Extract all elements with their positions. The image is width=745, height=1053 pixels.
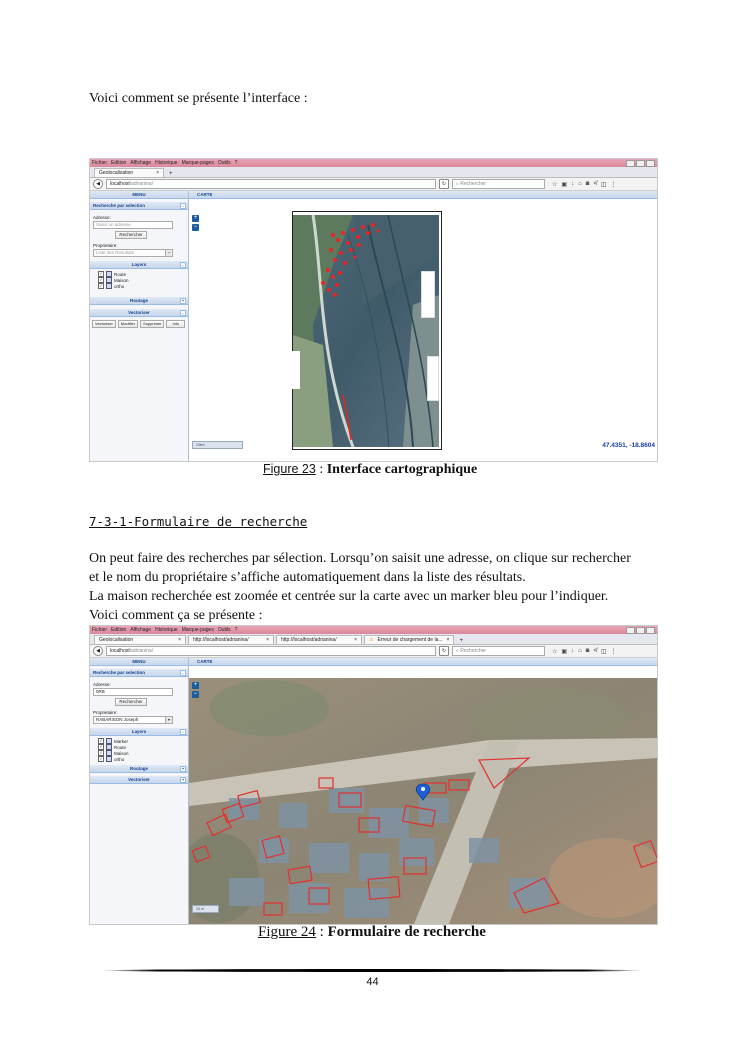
zoom-in-button[interactable]: +	[193, 215, 198, 221]
body-line: et le nom du propriétaire s’affiche automatiquement dans la liste des résultats.	[89, 570, 526, 585]
new-tab-button[interactable]: +	[169, 171, 173, 177]
expand-icon[interactable]: +	[181, 766, 185, 771]
menu-item[interactable]: ?	[234, 627, 238, 633]
section-heading: 7-3-1-Formulaire de recherche	[89, 514, 308, 529]
sidebar	[90, 191, 189, 461]
reload-icon[interactable]: ↻	[439, 179, 449, 189]
bookmark-star-icon[interactable]: ☆	[552, 181, 558, 188]
caption-separator: :	[315, 924, 328, 940]
layer-icon	[106, 283, 112, 289]
app-panels	[90, 658, 657, 924]
toolbar-icons	[552, 181, 617, 188]
checkbox-icon[interactable]: ✓	[99, 750, 103, 755]
close-window-icon[interactable]	[646, 160, 655, 167]
window-controls	[626, 627, 657, 634]
chevron-down-icon: ▾	[165, 250, 172, 256]
bookmark-star-icon[interactable]: ☆	[552, 648, 558, 655]
layers-title: Layers	[131, 262, 147, 267]
owner-label: Proprietaire:	[93, 710, 118, 715]
address-label: Adresse:	[93, 215, 111, 220]
browser-menubar	[90, 626, 657, 634]
checkbox-icon[interactable]: ✓	[99, 744, 103, 749]
search-panel-header[interactable]	[90, 202, 188, 210]
figure24-screenshot	[89, 625, 658, 925]
owner-select[interactable]	[93, 716, 173, 724]
collapse-icon[interactable]: -	[180, 310, 186, 316]
sidebar	[90, 658, 189, 924]
map-header: CARTE	[189, 191, 657, 199]
body-paragraph	[89, 549, 654, 625]
screenshot-icon[interactable]: ◫	[600, 648, 607, 655]
map-panel	[189, 191, 657, 461]
browser-tab[interactable]	[364, 635, 454, 644]
figure-title: Interface cartographique	[326, 462, 478, 477]
tab-label: Geolocalisation	[99, 637, 134, 643]
address-label: Adresse:	[93, 682, 111, 687]
page-number: 44	[366, 976, 379, 988]
close-tab-icon[interactable]: ×	[446, 637, 450, 643]
url-path: /adrianina/	[129, 648, 154, 654]
figure24-caption	[258, 924, 486, 941]
zoom-out-button[interactable]: −	[193, 224, 198, 230]
menu-header: MENU	[90, 191, 188, 199]
more-icon[interactable]: ⋮	[610, 181, 617, 188]
pocket-icon[interactable]: ◙	[585, 647, 590, 654]
browser-tab[interactable]	[94, 168, 164, 177]
close-window-icon[interactable]	[646, 627, 655, 634]
browser-tab[interactable]	[94, 635, 186, 644]
search-panel-header[interactable]	[90, 669, 188, 677]
layer-icon	[106, 756, 112, 762]
figure23-caption	[263, 462, 477, 478]
body-line: La maison recherchée est zoomée et centrée sur la carte avec un marker bleu pour l’indiquer.	[89, 589, 609, 604]
browser-menubar	[90, 159, 657, 167]
maximize-icon[interactable]	[636, 627, 645, 634]
body-line: Voici comment ça se présente :	[89, 608, 263, 623]
supprimer-button[interactable]: Supprimer	[140, 320, 164, 328]
layer-label: Route	[114, 744, 127, 750]
zoom-in-button[interactable]: +	[193, 682, 198, 688]
search-icon: ⌕	[456, 181, 461, 187]
routage-header[interactable]	[90, 297, 188, 305]
search-placeholder: Rechercher	[460, 181, 487, 187]
tab-label: Geolocalisation	[99, 170, 134, 176]
footer-divider	[103, 969, 641, 972]
tab-bar	[90, 634, 657, 645]
minimize-icon[interactable]	[626, 160, 635, 167]
home-icon[interactable]: ⌂	[578, 180, 582, 187]
tab-label: Erreur de chargement de la...	[377, 637, 443, 643]
layer-item[interactable]	[90, 756, 188, 762]
close-tab-icon[interactable]: ×	[266, 637, 269, 643]
layer-item[interactable]	[90, 283, 188, 289]
close-tab-icon[interactable]: ×	[354, 637, 357, 643]
layer-label: Marker	[114, 738, 129, 744]
expand-icon[interactable]: +	[181, 777, 185, 782]
modifier-button[interactable]: Modifier	[118, 320, 138, 328]
menu-item[interactable]: Historique	[155, 627, 178, 633]
tab-bar	[90, 167, 657, 178]
zoomed-aerial-image[interactable]	[189, 678, 657, 924]
minimize-icon[interactable]	[626, 627, 635, 634]
menu-item[interactable]: Marque-pages	[181, 160, 214, 166]
scale-bar: 10km	[192, 441, 243, 449]
clipboard-icon[interactable]: ▣	[561, 181, 568, 188]
warning-icon: ⚠	[369, 637, 374, 643]
download-icon[interactable]: ↓	[571, 647, 575, 654]
layer-label: ortho	[114, 283, 125, 289]
caption-separator: :	[315, 462, 327, 477]
pocket-icon[interactable]: ◙	[585, 180, 590, 187]
menu-item[interactable]: Historique	[155, 160, 178, 166]
menu-item[interactable]: Outils	[217, 627, 231, 633]
layers-header[interactable]	[90, 261, 188, 269]
checkbox-icon[interactable]: ✓	[99, 756, 103, 761]
close-tab-icon[interactable]: ×	[178, 637, 181, 643]
url-path: /adrianina/	[129, 181, 154, 187]
collapse-icon[interactable]: -	[180, 203, 186, 209]
scale-bar: 10 m	[192, 905, 219, 913]
share-icon[interactable]: ≮	[593, 647, 597, 654]
body-line: On peut faire des recherches par sélection. Lorsqu’on saisit une adresse, on clique sur rechercher	[89, 551, 631, 566]
close-tab-icon[interactable]: ×	[156, 170, 159, 176]
screenshot-icon[interactable]: ◫	[600, 181, 607, 188]
menu-item[interactable]: Edition	[111, 160, 127, 166]
vector-toolbar	[90, 317, 188, 331]
expand-icon[interactable]: +	[181, 298, 185, 303]
menu-item[interactable]: Fichier	[92, 160, 108, 166]
figure-title: Formulaire de recherche	[327, 924, 486, 940]
clipboard-icon[interactable]: ▣	[561, 648, 568, 655]
menu-header: MENU	[90, 658, 188, 666]
checkbox-icon[interactable]: ✓	[99, 738, 103, 743]
owner-select[interactable]	[93, 249, 173, 257]
search-button[interactable]: Rechercher	[115, 231, 147, 239]
info-button[interactable]: Info	[166, 320, 185, 328]
home-icon[interactable]: ⌂	[578, 647, 582, 654]
tab-label: http://localhost/adrianina/	[193, 637, 249, 643]
back-arrow-icon[interactable]: ◀	[93, 179, 103, 189]
search-panel-title: Recherche par selection	[93, 670, 146, 675]
back-arrow-icon[interactable]: ◀	[93, 646, 103, 656]
coordinates-readout: 47.4351, -18.8604	[602, 442, 655, 449]
search-placeholder: Rechercher	[460, 648, 487, 654]
toolbar-icons	[552, 648, 617, 655]
map-panel	[189, 658, 657, 924]
maximize-icon[interactable]	[636, 160, 645, 167]
reload-icon[interactable]: ↻	[439, 646, 449, 656]
nav-bar	[90, 645, 657, 658]
url-bar[interactable]	[106, 179, 436, 189]
layer-label: Maison	[114, 277, 129, 283]
collapse-icon[interactable]: -	[180, 729, 186, 735]
vectoriser-title: Vectoriser	[128, 777, 150, 782]
layer-label: Route	[114, 271, 127, 277]
share-icon[interactable]: ≮	[593, 180, 597, 187]
chevron-down-icon: ▾	[165, 717, 172, 723]
owner-label: Proprietaire:	[93, 243, 118, 248]
vectoriser-button[interactable]: Vectoriser	[92, 320, 116, 328]
owner-select-value: Liste des Resultats	[96, 250, 135, 255]
address-input[interactable]: Saisir un adresse	[93, 221, 173, 229]
routage-header[interactable]	[90, 765, 188, 773]
menu-item[interactable]: Affichage	[130, 627, 152, 633]
download-icon[interactable]: ↓	[571, 180, 575, 187]
window-controls	[626, 160, 657, 167]
figure23-screenshot	[89, 158, 658, 462]
address-input[interactable]: 0RB	[93, 688, 173, 696]
checkbox-icon[interactable]: ✓	[99, 283, 103, 288]
url-host: localhost	[110, 181, 130, 187]
collapse-icon[interactable]: -	[180, 262, 186, 268]
search-icon: ⌕	[456, 648, 461, 654]
browser-tab[interactable]	[188, 635, 274, 644]
vectoriser-header[interactable]	[90, 776, 188, 784]
nav-bar	[90, 178, 657, 191]
browser-search-input[interactable]	[452, 646, 545, 656]
url-host: localhost	[110, 648, 130, 654]
layer-label: Maison	[114, 750, 129, 756]
routage-title: Routage	[130, 766, 148, 771]
browser-search-input[interactable]	[452, 179, 545, 189]
url-bar[interactable]	[106, 646, 436, 656]
checkbox-icon[interactable]: ✓	[99, 277, 103, 282]
menu-item[interactable]: Affichage	[130, 160, 152, 166]
app-panels	[90, 191, 657, 461]
aerial-map-image[interactable]	[293, 215, 439, 447]
search-panel-title: Recherche par selection	[93, 203, 146, 208]
search-button[interactable]: Rechercher	[115, 698, 147, 706]
menu-item[interactable]: Outils	[217, 160, 231, 166]
zoom-out-button[interactable]: −	[193, 691, 198, 697]
intro-text: Voici comment se présente l’interface :	[89, 91, 308, 106]
layers-title: Layers	[131, 729, 147, 734]
menu-item[interactable]: Fichier	[92, 627, 108, 633]
tab-label: http://localhost/adrianina/	[281, 637, 337, 643]
routage-title: Routage	[130, 298, 148, 303]
layers-header[interactable]	[90, 728, 188, 736]
menu-item[interactable]: ?	[234, 160, 238, 166]
figure-label: Figure 23	[263, 462, 316, 476]
more-icon[interactable]: ⋮	[610, 648, 617, 655]
vectoriser-title: Vectoriser	[128, 310, 150, 315]
checkbox-icon[interactable]: ✓	[99, 271, 103, 276]
figure-label: Figure 24	[258, 924, 316, 940]
browser-tab[interactable]	[276, 635, 362, 644]
map-header: CARTE	[189, 658, 657, 666]
new-tab-button[interactable]: +	[459, 638, 463, 644]
vectoriser-header[interactable]	[90, 309, 188, 317]
collapse-icon[interactable]: -	[180, 670, 186, 676]
owner-select-value: RABARISON Joseph	[96, 717, 139, 722]
menu-item[interactable]: Marque-pages	[181, 627, 214, 633]
menu-item[interactable]: Edition	[111, 627, 127, 633]
layer-label: ortho	[114, 756, 125, 762]
